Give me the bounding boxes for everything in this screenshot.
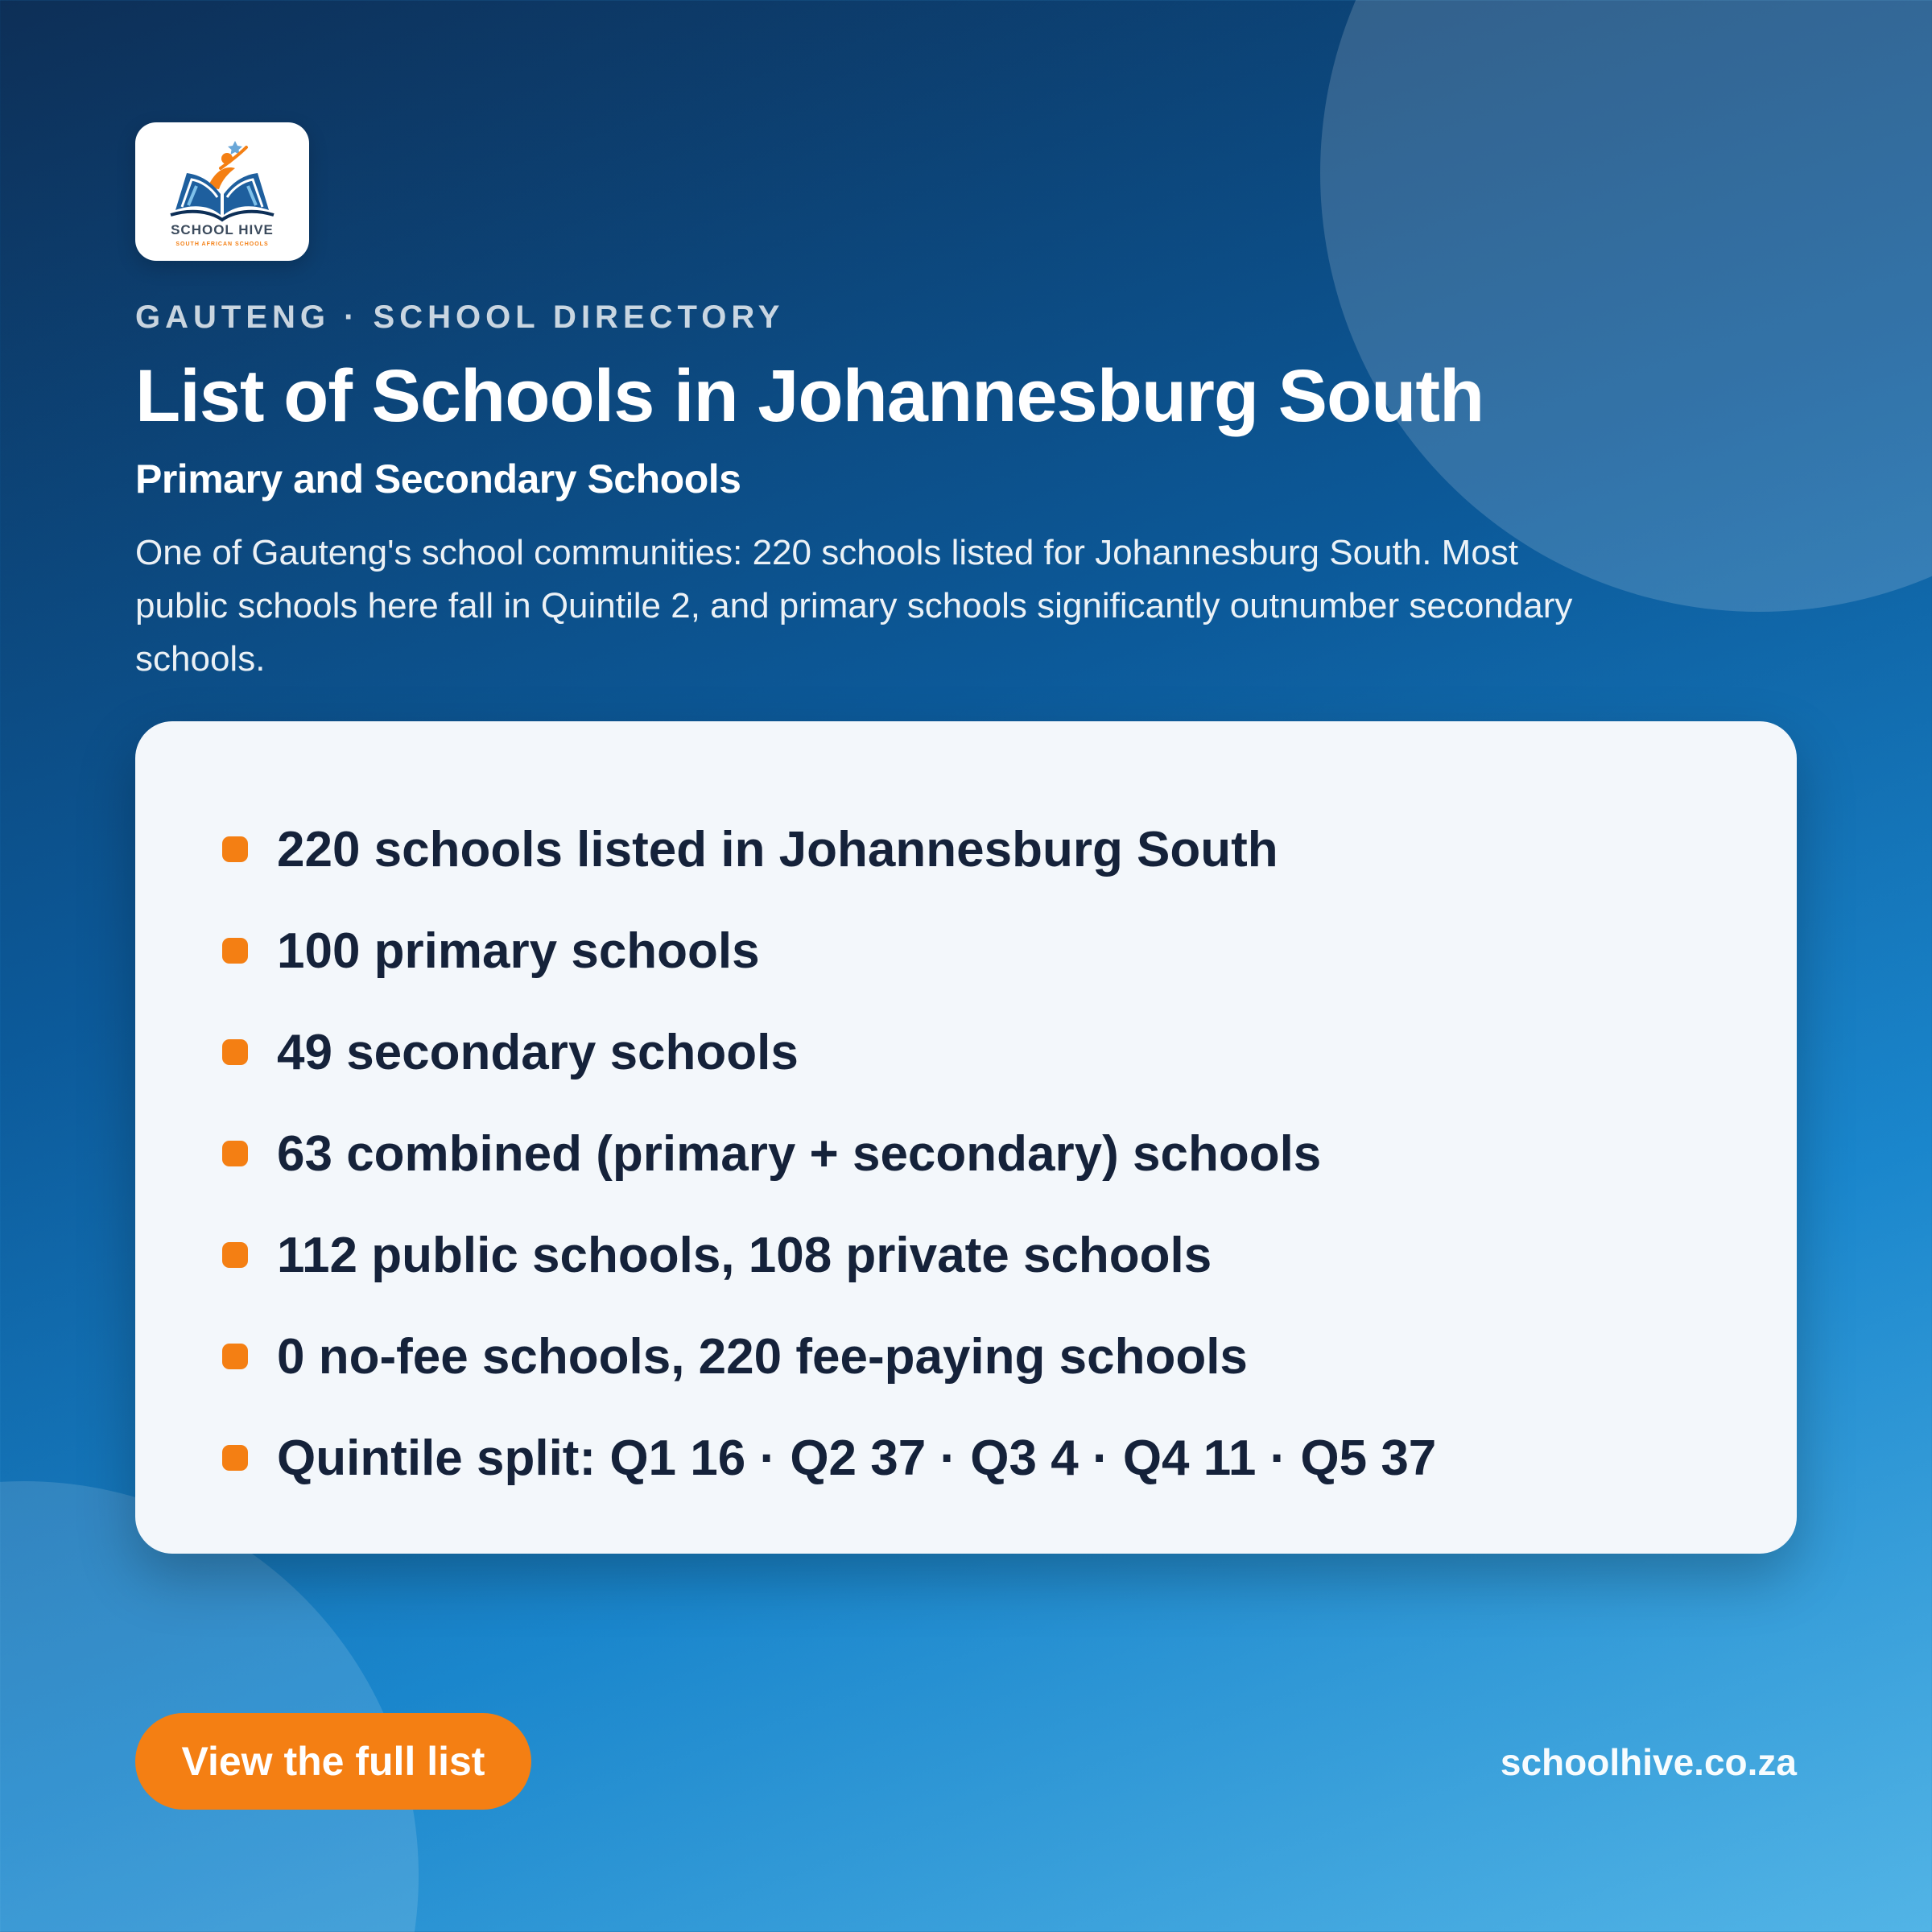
stats-list [222,799,1436,1509]
list-item [222,1001,1436,1103]
bullet-icon [222,1039,248,1065]
list-item [222,1407,1436,1509]
list-item [222,1306,1436,1407]
page-description: One of Gauteng's school communities: 220 schools listed for Johannesburg South. Most public schools here fall in Quintile 2, and primary schools significantly outnumber secondary schools. [135,533,1573,679]
list-item [222,1103,1436,1204]
stat-total-schools: 220 schools listed in Johannesburg South [277,821,1278,877]
stats-card [135,721,1797,1554]
view-full-list-button[interactable]: View the full list [135,1713,531,1810]
stat-public-private: 112 public schools, 108 private schools [277,1227,1212,1283]
bullet-icon [222,1141,248,1166]
stat-combined-schools: 63 combined (primary + secondary) schools [277,1125,1322,1182]
svg-text:SOUTH AFRICAN SCHOOLS: SOUTH AFRICAN SCHOOLS [175,242,269,247]
svg-text:SCHOOL HIVE: SCHOOL HIVE [171,222,274,237]
school-hive-logo [135,122,309,261]
section-kicker: GAUTENG · SCHOOL DIRECTORY [135,299,785,335]
stat-primary-schools: 100 primary schools [277,923,760,979]
decorative-circle-top-right [1320,0,1932,612]
bullet-icon [222,938,248,964]
bullet-icon [222,1445,248,1471]
list-item [222,799,1436,900]
stat-secondary-schools: 49 secondary schools [277,1024,799,1080]
page-subtitle: Primary and Secondary Schools [135,456,741,502]
bullet-icon [222,1344,248,1369]
list-item [222,1204,1436,1306]
bullet-icon [222,1242,248,1268]
open-book-logo-icon [151,131,293,252]
list-item [222,900,1436,1001]
bullet-icon [222,836,248,862]
stat-quintile-split: Quintile split: Q1 16 · Q2 37 · Q3 4 · Q4 11 · Q5 37 [277,1430,1437,1486]
website-link[interactable]: schoolhive.co.za [1500,1741,1797,1783]
page-title: List of Schools in Johannesburg South [135,355,1484,437]
stat-fee-status: 0 no-fee schools, 220 fee-paying schools [277,1328,1248,1385]
